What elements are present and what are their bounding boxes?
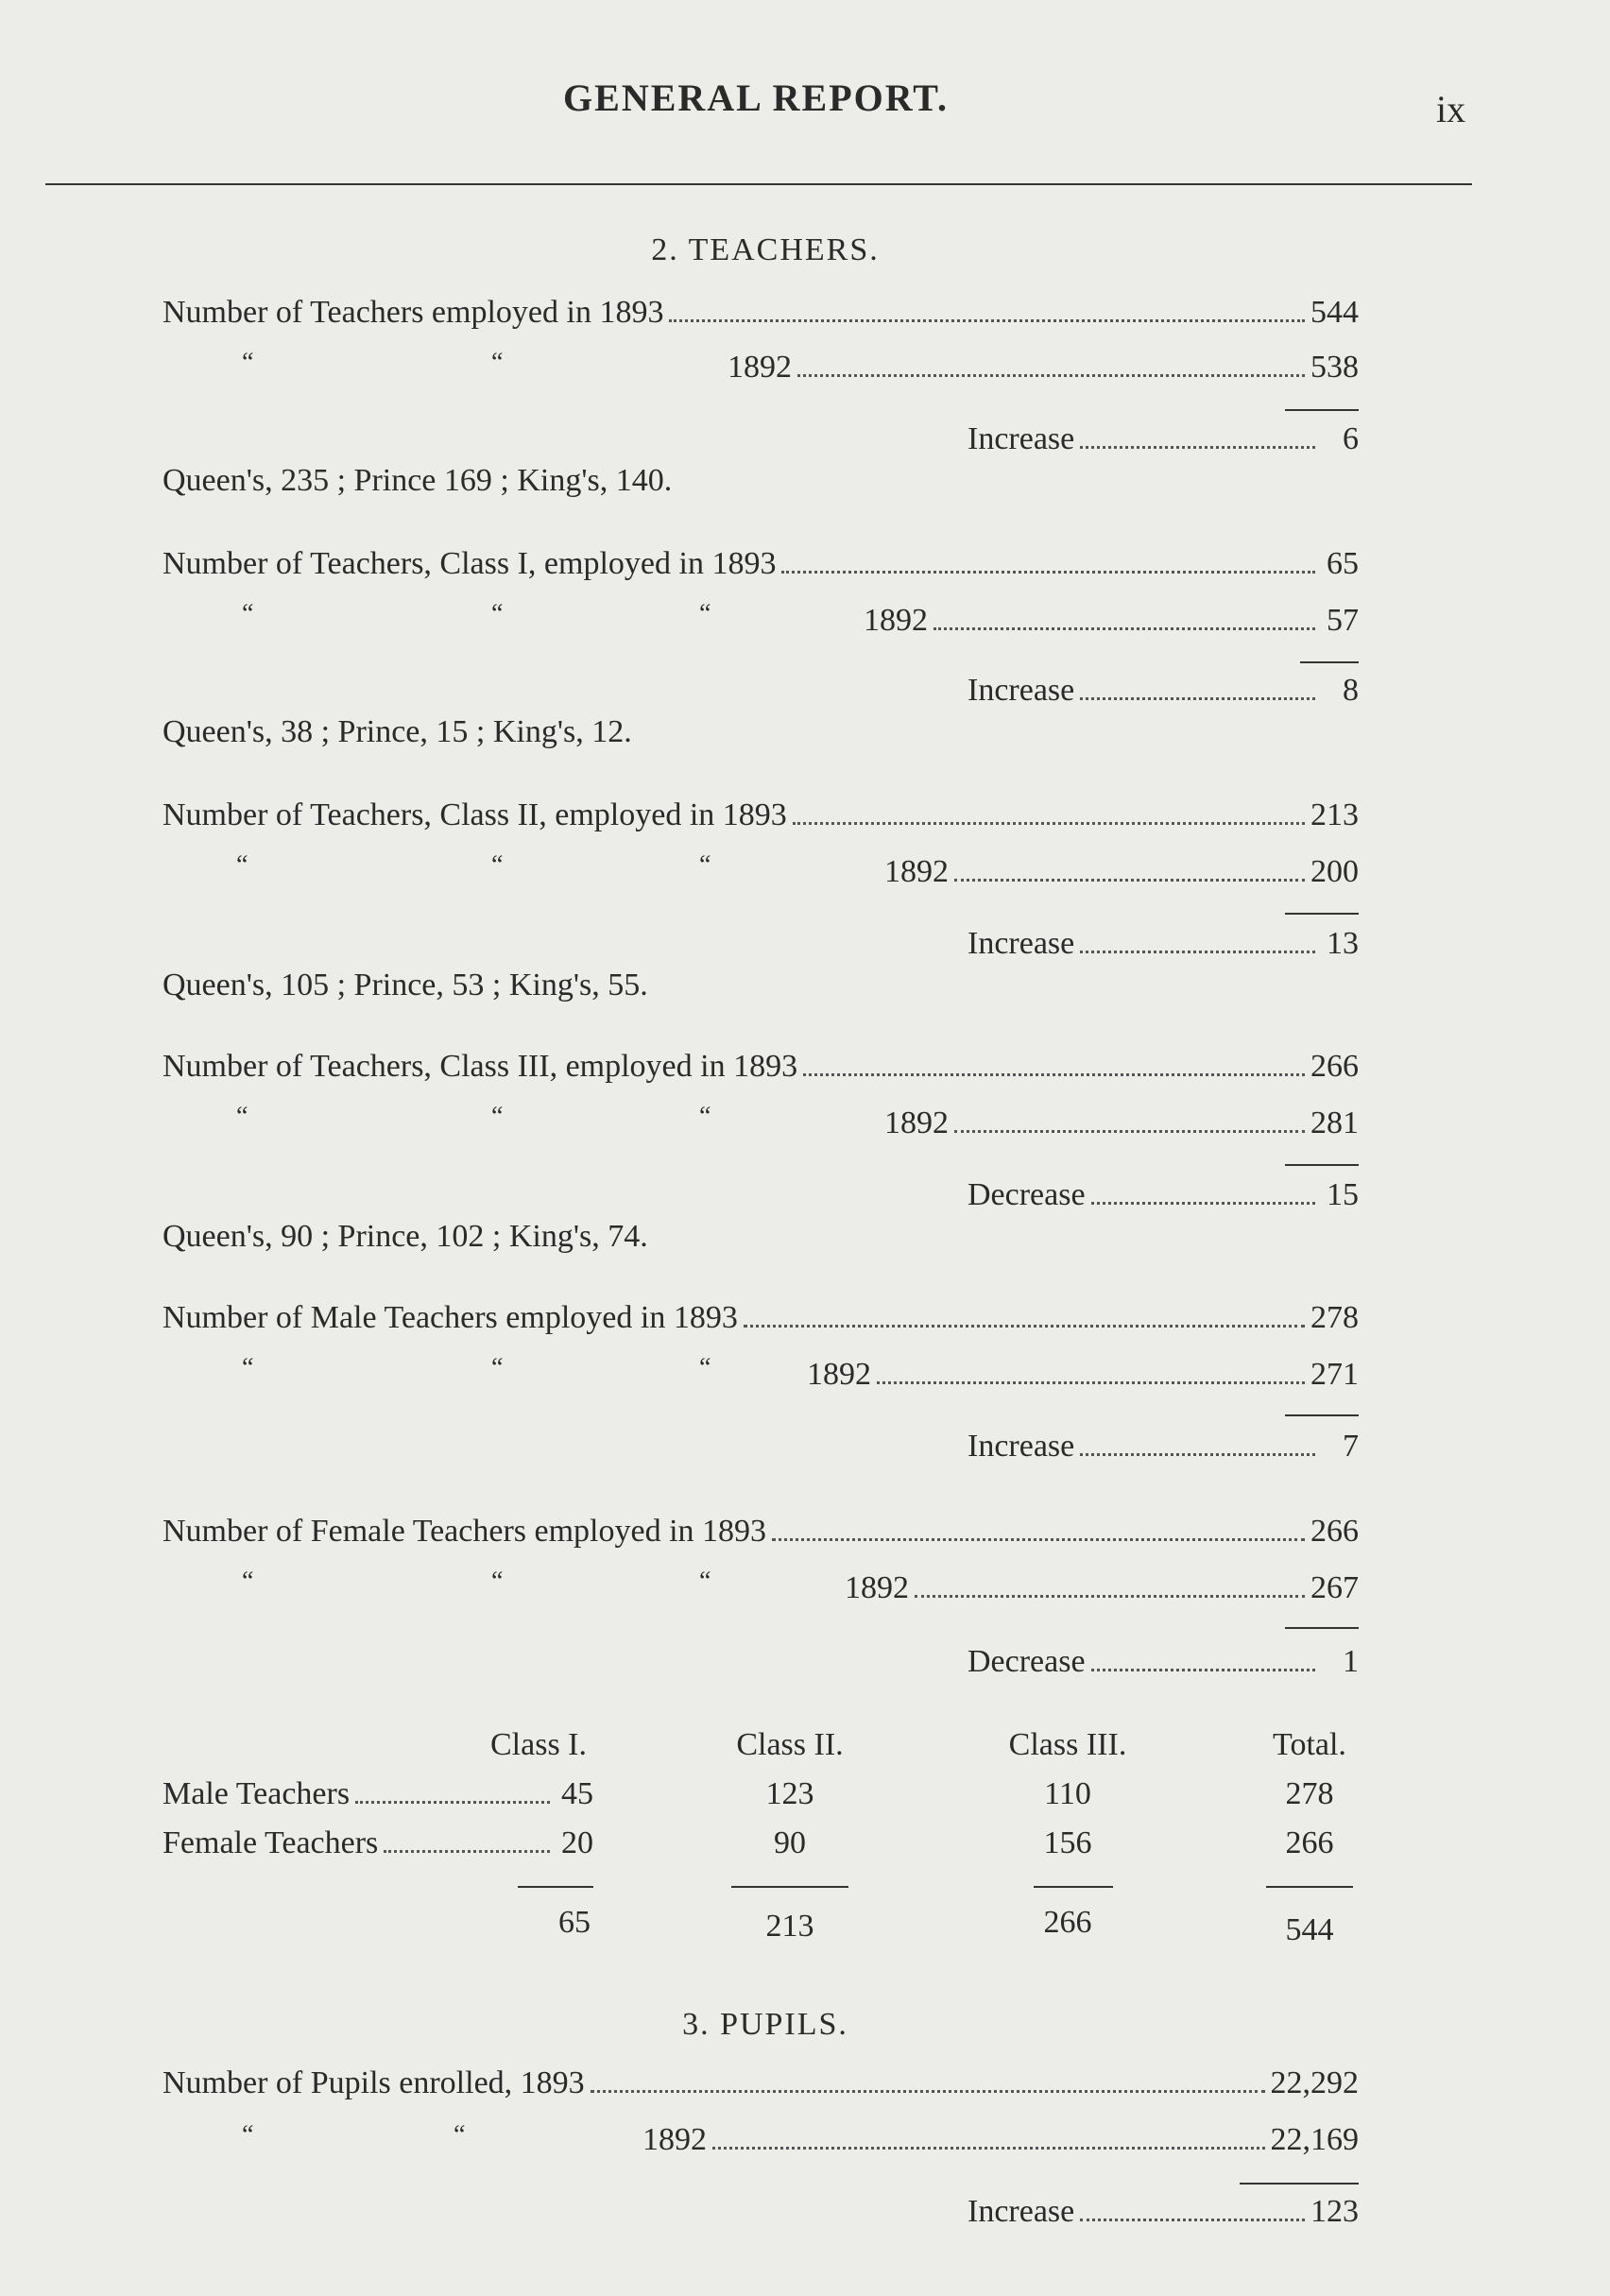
difference-value: 6 [1343, 421, 1359, 456]
difference-label: Increase [968, 926, 1075, 961]
row-value-class2: 123 [765, 1776, 814, 1811]
line-value: 57 [1327, 603, 1359, 638]
difference-line [968, 1644, 1359, 1680]
row-value-class2: 90 [774, 1825, 806, 1860]
line-value: 538 [1310, 350, 1359, 385]
difference-value: 1 [1343, 1644, 1359, 1679]
table-header-total: Total. [1273, 1727, 1346, 1762]
difference-value: 15 [1327, 1177, 1359, 1212]
row-value-total: 278 [1285, 1776, 1334, 1811]
table-row-female [163, 1825, 593, 1861]
difference-label: Decrease [968, 1177, 1086, 1212]
row-label: Male Teachers [163, 1776, 351, 1811]
table-header-class3: Class III. [1008, 1727, 1127, 1762]
ditto-mark: “ [242, 1567, 254, 1596]
page-header-title: GENERAL REPORT. [563, 77, 949, 119]
line-label: Number of Teachers, Class I, employed in 1893 [163, 546, 777, 581]
header-rule [45, 183, 1472, 185]
line-label: 1892 [884, 1105, 949, 1140]
line-label: Number of Male Teachers employed in 1893 [163, 1300, 738, 1335]
line-value: 22,169 [1270, 2122, 1359, 2157]
difference-value: 8 [1343, 673, 1359, 708]
line-value: 281 [1310, 1105, 1359, 1140]
sum-rule [1285, 1627, 1359, 1629]
ditto-mark: “ [699, 1567, 711, 1596]
row-label: Female Teachers [163, 1825, 379, 1860]
difference-label: Increase [968, 2194, 1075, 2229]
county-breakdown: Queen's, 105 ; Prince, 53 ; King's, 55. [163, 968, 648, 1002]
teachers-class3-1893-line [163, 1049, 1359, 1085]
table-row-male [163, 1776, 593, 1812]
pupils-difference-line [968, 2194, 1359, 2230]
section-heading-pupils: 3. PUPILS. [682, 2007, 848, 2042]
teachers-class3-1892-line [884, 1105, 1359, 1141]
ditto-mark: “ [454, 2120, 466, 2150]
section-heading-teachers: 2. TEACHERS. [651, 232, 880, 267]
line-value: 266 [1310, 1514, 1359, 1549]
line-value: 200 [1310, 854, 1359, 889]
ditto-mark: “ [699, 1353, 711, 1382]
difference-line [968, 673, 1359, 709]
ditto-mark: “ [491, 1353, 504, 1382]
ditto-mark: “ [242, 2120, 254, 2150]
table-header-class1: Class I. [490, 1727, 587, 1762]
total-class3: 266 [1043, 1905, 1092, 1940]
total-class1: 65 [558, 1905, 591, 1940]
difference-line [968, 926, 1359, 962]
sum-rule [1240, 2183, 1359, 2185]
row-value-class3: 110 [1044, 1776, 1091, 1811]
total-overall: 544 [1285, 1912, 1334, 1947]
row-value-class1: 20 [561, 1825, 593, 1860]
line-value: 267 [1310, 1570, 1359, 1605]
teachers-class1-1893-line [163, 546, 1359, 582]
male-teachers-1892-line [807, 1357, 1359, 1393]
ditto-mark: “ [699, 850, 711, 880]
county-breakdown: Queen's, 235 ; Prince 169 ; King's, 140. [163, 463, 673, 498]
line-value: 278 [1310, 1300, 1359, 1335]
difference-value: 123 [1310, 2194, 1359, 2229]
line-label: Number of Teachers employed in 1893 [163, 295, 664, 330]
difference-label: Decrease [968, 1644, 1086, 1679]
sum-rule [518, 1886, 593, 1888]
sum-rule [1285, 913, 1359, 915]
ditto-mark: “ [491, 1567, 504, 1596]
line-label: Number of Teachers, Class II, employed in 1893 [163, 797, 787, 832]
difference-line [968, 1429, 1359, 1465]
difference-line [968, 421, 1359, 457]
line-label: 1892 [728, 350, 792, 385]
teachers-class2-1893-line [163, 797, 1359, 833]
ditto-mark: “ [491, 850, 504, 880]
teachers-total-1893-line [163, 295, 1359, 331]
line-label: Number of Female Teachers employed in 1893 [163, 1514, 767, 1549]
difference-label: Increase [968, 1429, 1075, 1464]
table-header-class2: Class II. [736, 1727, 844, 1762]
sum-rule [1285, 1164, 1359, 1166]
difference-value: 7 [1343, 1429, 1359, 1464]
line-label: Number of Pupils enrolled, 1893 [163, 2065, 585, 2100]
line-label: 1892 [845, 1570, 909, 1605]
ditto-mark: “ [491, 1102, 504, 1131]
line-value: 213 [1310, 797, 1359, 832]
county-breakdown: Queen's, 90 ; Prince, 102 ; King's, 74. [163, 1219, 648, 1254]
difference-value: 13 [1327, 926, 1359, 961]
sum-rule [1285, 1414, 1359, 1416]
line-label: 1892 [807, 1357, 871, 1392]
sum-rule [1266, 1886, 1353, 1888]
line-value: 544 [1310, 295, 1359, 330]
difference-line [968, 1177, 1359, 1213]
row-value-total: 266 [1285, 1825, 1334, 1860]
sum-rule [1034, 1886, 1113, 1888]
pupils-1893-line [163, 2065, 1359, 2101]
ditto-mark: “ [699, 599, 711, 628]
female-teachers-1893-line [163, 1514, 1359, 1550]
sum-rule [1285, 409, 1359, 411]
ditto-mark: “ [699, 1102, 711, 1131]
row-value-class1: 45 [561, 1776, 593, 1811]
teachers-class1-1892-line [864, 603, 1359, 639]
difference-label: Increase [968, 673, 1075, 708]
ditto-mark: “ [236, 850, 248, 880]
male-teachers-1893-line [163, 1300, 1359, 1336]
pupils-1892-line [642, 2122, 1359, 2158]
county-breakdown: Queen's, 38 ; Prince, 15 ; King's, 12. [163, 714, 632, 749]
teachers-total-1892-line [728, 350, 1359, 386]
sum-rule [731, 1886, 848, 1888]
ditto-mark: “ [242, 1353, 254, 1382]
sum-rule [1300, 661, 1359, 663]
ditto-mark: “ [236, 1102, 248, 1131]
ditto-mark: “ [491, 348, 504, 377]
line-value: 266 [1310, 1049, 1359, 1084]
line-label: 1892 [864, 603, 928, 638]
difference-label: Increase [968, 421, 1075, 456]
total-class2: 213 [765, 1909, 814, 1944]
line-label: 1892 [642, 2122, 707, 2157]
row-value-class3: 156 [1043, 1825, 1092, 1860]
page-number: ix [1436, 88, 1466, 130]
ditto-mark: “ [242, 599, 254, 628]
ditto-mark: “ [242, 348, 254, 377]
ditto-mark: “ [491, 599, 504, 628]
line-label: Number of Teachers, Class III, employed in 1893 [163, 1049, 798, 1084]
line-label: 1892 [884, 854, 949, 889]
line-value: 22,292 [1270, 2065, 1359, 2100]
line-value: 65 [1327, 546, 1359, 581]
line-value: 271 [1310, 1357, 1359, 1392]
teachers-class2-1892-line [884, 854, 1359, 890]
female-teachers-1892-line [845, 1570, 1359, 1606]
